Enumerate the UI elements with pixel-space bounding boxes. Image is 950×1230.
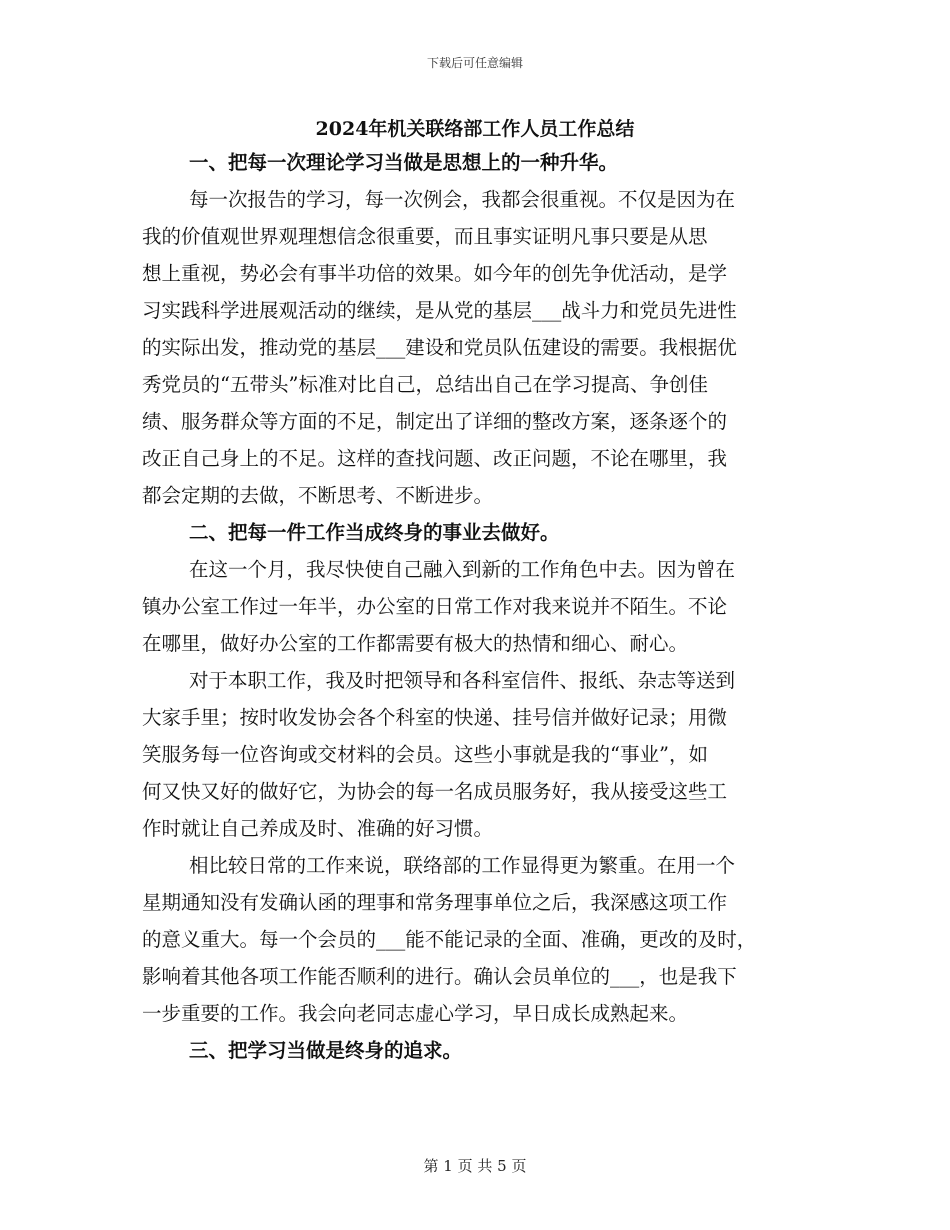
section-heading: 三、把学习当做是终身的追求。 — [189, 1039, 463, 1062]
body-text-line: 绩、服务群众等方面的不足，制定出了详细的整改方案，逐条逐个的 — [142, 410, 728, 433]
body-text-line: 习实践科学进展观活动的继续，是从党的基层___战斗力和党员先进性 — [142, 299, 737, 322]
header-note: 下载后可任意编辑 — [426, 56, 523, 70]
body-text-line: 改正自己身上的不足。这样的查找问题、改正问题，不论在哪里，我 — [142, 447, 728, 470]
section-heading: 二、把每一件工作当成终身的事业去做好。 — [189, 521, 560, 544]
body-text-line: 的实际出发，推动党的基层___建设和党员队伍建设的需要。我根据优 — [142, 336, 737, 359]
document-body — [142, 144, 814, 1069]
page-number-footer: 第 1 页 共 5 页 — [423, 1157, 527, 1175]
body-text-line: 每一次报告的学习，每一次例会，我都会很重视。不仅是因为在 — [189, 188, 736, 211]
body-text-line: 的意义重大。每一个会员的___能不能记录的全面、准确，更改的及时， — [142, 928, 757, 951]
body-text-line: 大家手里；按时收发协会各个科室的快递、挂号信并做好记录；用微 — [142, 706, 728, 729]
body-text-line: 在这一个月，我尽快使自己融入到新的工作角色中去。因为曾在 — [189, 558, 736, 581]
body-text-line: 我的价值观世界观理想信念很重要，而且事实证明凡事只要是从思 — [142, 225, 708, 248]
document-title: 2024年机关联络部工作人员工作总结 — [315, 118, 635, 140]
body-text-line: 在哪里，做好办公室的工作都需要有极大的热情和细心、耐心。 — [142, 632, 689, 655]
body-text-line: 镇办公室工作过一年半，办公室的日常工作对我来说并不陌生。不论 — [142, 595, 728, 618]
body-text-line: 想上重视，势必会有事半功倍的效果。如今年的创先争优活动，是学 — [142, 262, 728, 285]
body-text-line: 笑服务每一位咨询或交材料的会员。这些小事就是我的“事业”，如 — [142, 743, 708, 766]
body-text-line: 对于本职工作，我及时把领导和各科室信件、报纸、杂志等送到 — [189, 669, 736, 692]
body-text-line: 作时就让自己养成及时、准确的好习惯。 — [142, 817, 494, 840]
body-text-line: 一步重要的工作。我会向老同志虚心学习，早日成长成熟起来。 — [142, 1002, 689, 1025]
body-text-line: 都会定期的去做，不断思考、不断进步。 — [142, 484, 494, 507]
body-text-line: 影响着其他各项工作能否顺利的进行。确认会员单位的___，也是我下 — [142, 965, 737, 988]
section-heading: 一、把每一次理论学习当做是思想上的一种升华。 — [189, 151, 619, 174]
body-text-line: 星期通知没有发确认函的理事和常务理事单位之后，我深感这项工作 — [142, 891, 728, 914]
body-text-line: 何又快又好的做好它，为协会的每一名成员服务好，我从接受这些工 — [142, 780, 728, 803]
body-text-line: 相比较日常的工作来说，联络部的工作显得更为繁重。在用一个 — [189, 854, 736, 877]
body-text-line: 秀党员的“五带头”标准对比自己，总结出自己在学习提高、争创佳 — [142, 373, 708, 396]
